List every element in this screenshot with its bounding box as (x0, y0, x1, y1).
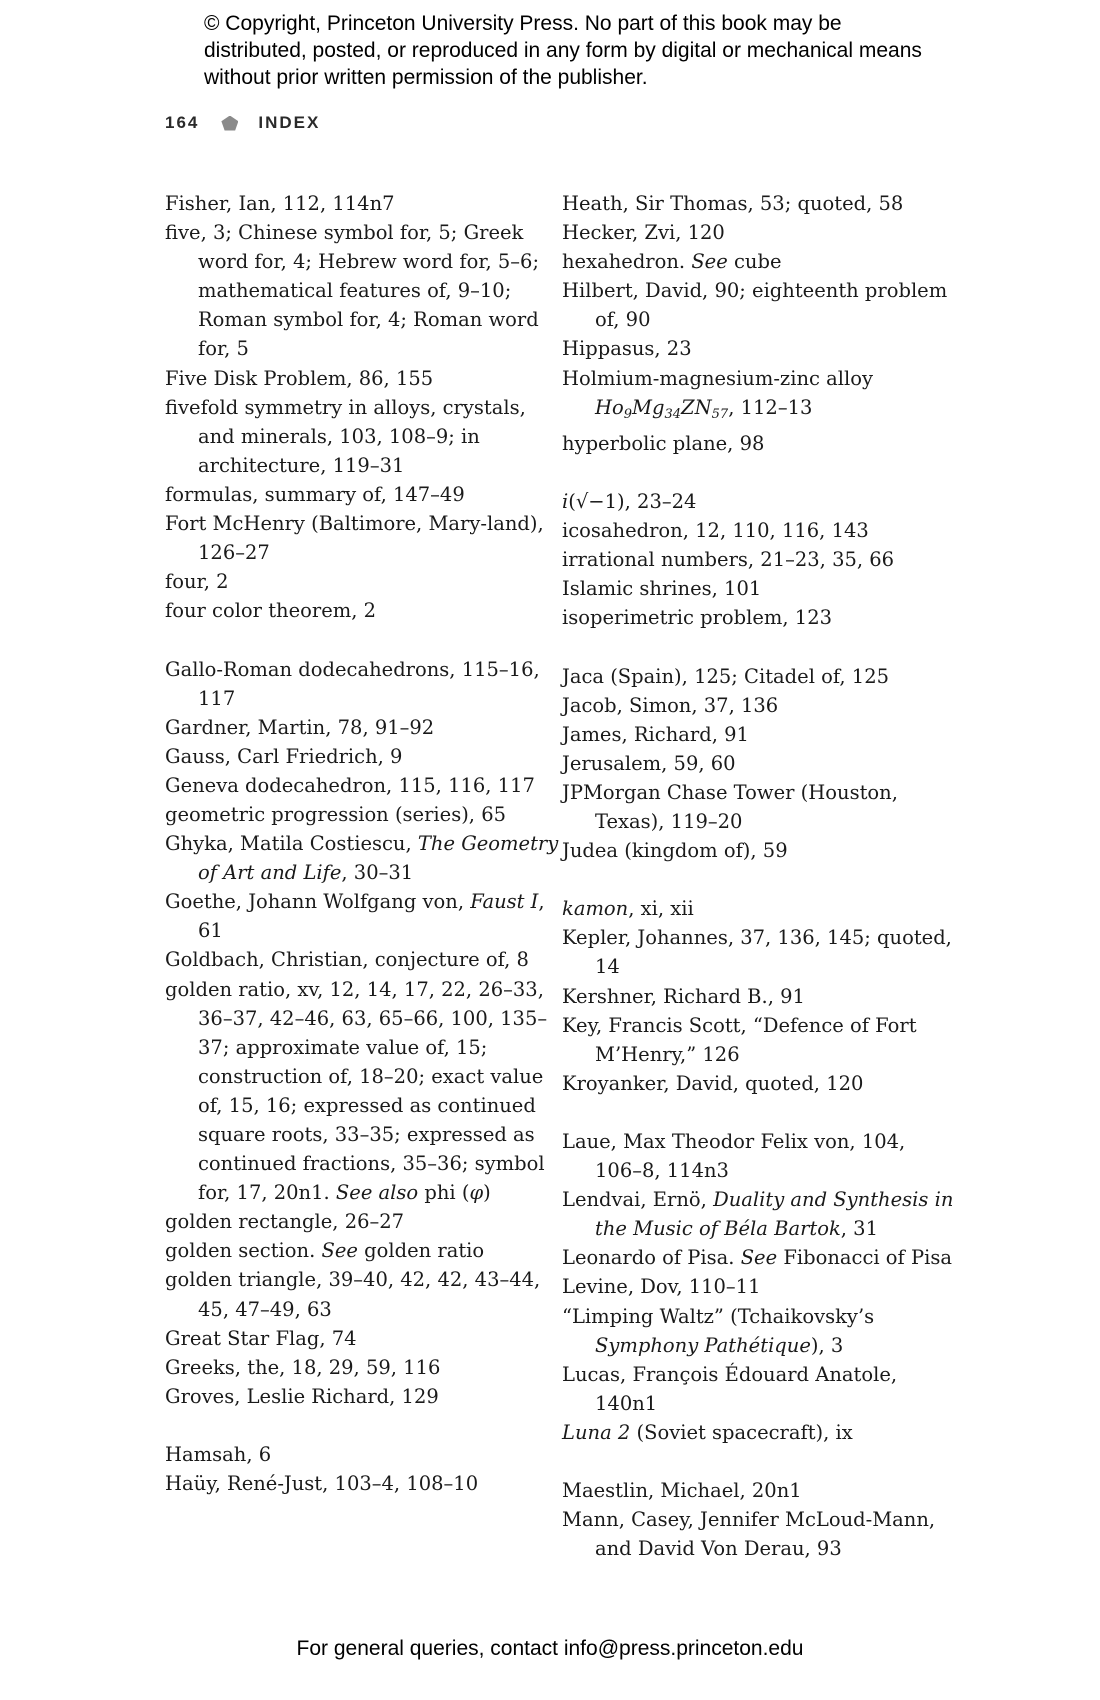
index-entry (562, 1185, 957, 1243)
element-symbol: ZN (681, 395, 712, 419)
index-entry: irrational numbers, 21–23, 35, 66 (562, 548, 895, 572)
index-entry (562, 1418, 957, 1447)
entry-text: , 31 (840, 1217, 878, 1241)
index-entry: JPMorgan Chase Tower (Houston, Texas), 119–20 (562, 780, 898, 833)
index-entry: Islamic shrines, 101 (562, 577, 762, 601)
copyright-notice: © Copyright, Princeton University Press. No part of this book may be distributed, posted, or reproduced in any form by digital or mechanical means without prior written permission of the publisher. (204, 12, 922, 89)
index-entry: Heath, Sir Thomas, 53; quoted, 58 (562, 192, 904, 215)
index-entry: Mann, Casey, Jennifer McLoud-Mann, and David Von Derau, 93 (562, 1508, 936, 1561)
index-entry: icosahedron, 12, 110, 116, 143 (562, 519, 869, 543)
subscript: 34 (664, 406, 682, 422)
index-entry: Levine, Dov, 110–11 (562, 1275, 761, 1299)
index-entry: formulas, summary of, 147–49 (165, 482, 465, 506)
entry-text: Ghyka, Matila Costiescu, (165, 832, 418, 856)
entry-text: ) (483, 1181, 491, 1205)
section-title: INDEX (258, 113, 321, 132)
index-entry (562, 247, 957, 276)
entry-text: Fibonacci of Pisa (777, 1246, 952, 1270)
index-entry: Gauss, Carl Friedrich, 9 (165, 744, 403, 768)
entry-text: hexahedron. (562, 250, 692, 274)
index-entry (562, 1243, 957, 1272)
entry-text: “Limping Waltz” (Tchaikovsky’s (562, 1304, 875, 1328)
entry-text: Holmium-magnesium-zinc alloy (562, 366, 873, 390)
subscript: 57 (711, 406, 729, 422)
index-entry: Greeks, the, 18, 29, 59, 116 (165, 1355, 441, 1379)
index-entry: Kepler, Johannes, 37, 136, 145; quoted, 14 (562, 926, 952, 979)
index-entry: Great Star Flag, 74 (165, 1326, 357, 1350)
index-entry: Key, Francis Scott, “Defence of Fort M’Henry,” 126 (562, 1013, 917, 1066)
index-entry: Jaca (Spain), 125; Citadel of, 125 (562, 664, 890, 688)
index-entry (165, 829, 560, 887)
index-entry (165, 887, 560, 945)
index-entry: Gallo-Roman dodecahedrons, 115–16, 117 (165, 657, 540, 710)
pentagon-icon (221, 116, 238, 131)
index-entry: Haüy, René-Just, 103–4, 108–10 (165, 1472, 479, 1496)
index-entry: Maestlin, Michael, 20n1 (562, 1479, 802, 1503)
index-entry (165, 1236, 560, 1265)
spacecraft-name: Luna 2 (562, 1420, 631, 1444)
entry-text: , 61 (198, 890, 545, 943)
index-entry: isoperimetric problem, 123 (562, 606, 833, 630)
footer-contact: For general queries, contact info@press.princeton.edu (296, 1637, 804, 1660)
entry-text: golden ratio, xv, 12, 14, 17, 22, 26–33, 36–37, 42–46, 63, 65–66, 100, 135–37; approximate value of, 15; construction of, 18–20; exact value of, 15, 16; expressed as continued square roots, 33–35; expressed as continued fractions, 35–36; symbol for, 17, 20n1. (165, 977, 548, 1205)
letter-group-gap (165, 625, 560, 654)
entry-text: , 112–13 (728, 395, 813, 419)
letter-group-gap (562, 458, 957, 487)
entry-text: , xi, xii (628, 897, 694, 921)
index-entry: Fort McHenry (Baltimore, Mary-land), 126–27 (165, 512, 544, 565)
cross-reference: See (691, 250, 728, 274)
index-entry: Hamsah, 6 (165, 1443, 272, 1467)
index-entry: Groves, Leslie Richard, 129 (165, 1384, 439, 1408)
index-entry (562, 894, 957, 923)
index-column-left (165, 189, 560, 1498)
index-entry: Five Disk Problem, 86, 155 (165, 366, 434, 390)
entry-text: phi ( (418, 1181, 470, 1205)
entry-text: golden ratio (357, 1239, 485, 1263)
letter-group-gap (562, 1447, 957, 1476)
index-entry: Hippasus, 23 (562, 337, 692, 361)
index-entry (562, 487, 957, 516)
letter-group-gap (562, 632, 957, 661)
index-entry: four color theorem, 2 (165, 599, 377, 623)
book-title: Duality and Synthesis in the Music of Béla Bartok (595, 1188, 954, 1241)
element-symbol: Mg (632, 395, 665, 419)
index-entry: Hecker, Zvi, 120 (562, 221, 725, 245)
sqrt-expression: (√−1) (568, 489, 625, 513)
index-entry: golden triangle, 39–40, 42, 42, 43–44, 45, 47–49, 63 (165, 1268, 541, 1321)
index-entry: Laue, Max Theodor Felix von, 104, 106–8, 114n3 (562, 1130, 906, 1183)
index-entry: golden rectangle, 26–27 (165, 1210, 405, 1234)
index-entry (562, 364, 957, 429)
cross-reference: See also (335, 1181, 419, 1205)
element-symbol: Ho (595, 395, 624, 419)
phi-symbol: φ (469, 1181, 484, 1205)
index-entry: fivefold symmetry in alloys, crystals, and minerals, 103, 108–9; in architecture, 119–31 (165, 395, 526, 477)
entry-text: golden section. (165, 1239, 322, 1263)
work-title: Symphony Pathétique (595, 1333, 811, 1357)
cross-reference: See (321, 1239, 358, 1263)
entry-text: Leonardo of Pisa. (562, 1246, 741, 1270)
index-entry: Fisher, Ian, 112, 114n7 (165, 192, 395, 215)
index-entry: Judea (kingdom of), 59 (562, 839, 788, 863)
entry-text: Lendvai, Ernö, (562, 1188, 714, 1212)
index-column-right (562, 189, 957, 1563)
page-number: 164 (165, 113, 200, 132)
index-entry: Jerusalem, 59, 60 (562, 751, 736, 775)
letter-group-gap (562, 865, 957, 894)
index-entry: Kroyanker, David, quoted, 120 (562, 1071, 864, 1095)
book-title: Faust I (470, 890, 539, 914)
book-title: The Geometry of Art and Life (198, 832, 559, 885)
chemical-formula (595, 395, 729, 422)
term-italic: kamon (562, 897, 629, 921)
entry-text: ), 3 (810, 1333, 844, 1357)
cross-reference: See (740, 1246, 778, 1270)
running-head (165, 113, 320, 133)
index-entry (165, 975, 560, 1208)
imaginary-unit: i (562, 489, 569, 513)
index-entry: Hilbert, David, 90; eighteenth problem of, 90 (562, 279, 948, 332)
index-entry: hyperbolic plane, 98 (562, 431, 765, 455)
entry-text: , 23–24 (624, 489, 697, 513)
letter-group-gap (562, 1098, 957, 1127)
index-entry (562, 1302, 957, 1360)
entry-text: (Soviet spacecraft), ix (630, 1420, 853, 1444)
letter-group-gap (165, 1411, 560, 1440)
index-entry: Lucas, François Édouard Anatole, 140n1 (562, 1362, 898, 1415)
index-entry: Kershner, Richard B., 91 (562, 984, 805, 1008)
index-entry: geometric progression (series), 65 (165, 802, 507, 826)
entry-text: cube (727, 250, 782, 274)
index-entry: Geneva dodecahedron, 115, 116, 117 (165, 773, 535, 797)
entry-text: , 30–31 (341, 861, 414, 885)
index-entry: Jacob, Simon, 37, 136 (562, 693, 779, 717)
index-entry: five, 3; Chinese symbol for, 5; Greek word for, 4; Hebrew word for, 5–6; mathematical features of, 9–10; Roman symbol for, 4; Roman word for, 5 (165, 221, 540, 361)
subscript: 9 (623, 406, 633, 422)
index-entry: Gardner, Martin, 78, 91–92 (165, 715, 435, 739)
entry-text: Goethe, Johann Wolfgang von, (165, 890, 471, 914)
index-entry: James, Richard, 91 (562, 722, 749, 746)
index-entry: Goldbach, Christian, conjecture of, 8 (165, 948, 529, 972)
index-entry: four, 2 (165, 570, 229, 594)
